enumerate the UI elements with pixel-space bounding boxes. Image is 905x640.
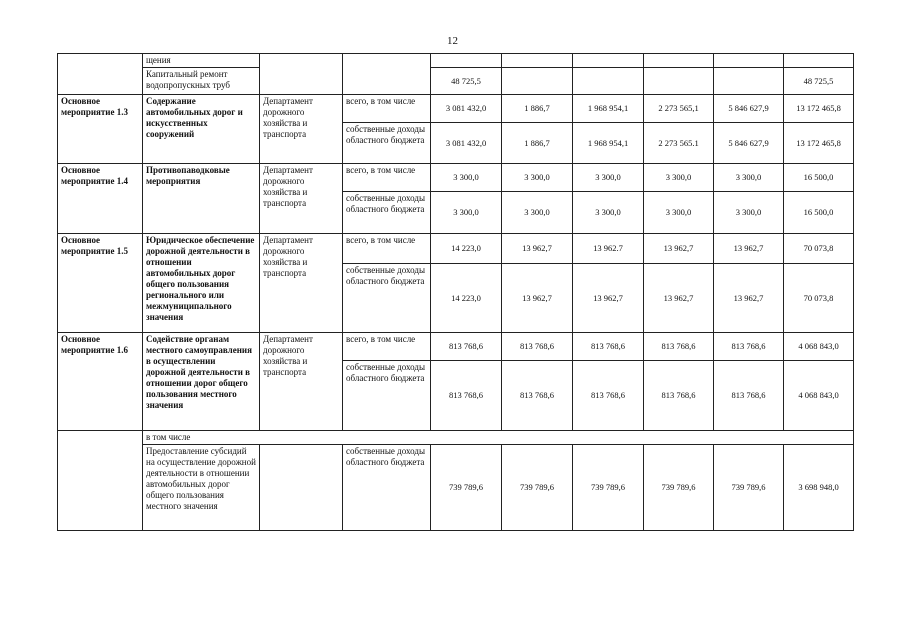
value-cell [502, 67, 573, 94]
table-row [58, 430, 854, 444]
table-cell [58, 54, 143, 95]
measure-name: Содержание автомобильных дорог и искусственных сооружений [143, 94, 260, 163]
value-cell: 813 768,6 [714, 360, 784, 430]
value-cell: 2 273 565,1 [644, 94, 714, 122]
table-row [58, 332, 854, 360]
value-cell: 13 962.7 [573, 233, 644, 263]
measure-executor: Департамент дорожного хозяйства и транспорта [260, 163, 343, 233]
funding-source: собственные доходы областного бюджета [343, 191, 431, 233]
value-cell: 1 968 954,1 [573, 122, 644, 163]
continuation-text: щения [143, 54, 260, 68]
funding-source: собственные доходы областного бюджета [343, 263, 431, 332]
measure-code: Основное мероприятие 1.5 [58, 233, 143, 332]
value-cell: 813 768,6 [644, 332, 714, 360]
budget-table [57, 53, 854, 531]
value-cell: 739 789,6 [573, 444, 644, 530]
table-cell [784, 54, 854, 68]
measure-code: Основное мероприятие 1.6 [58, 332, 143, 430]
measure-code: Основное мероприятие 1.3 [58, 94, 143, 163]
value-cell: 813 768,6 [573, 360, 644, 430]
value-cell: 813 768,6 [431, 360, 502, 430]
value-cell [644, 67, 714, 94]
measure-executor: Департамент дорожного хозяйства и транспорта [260, 332, 343, 430]
value-cell: 16 500,0 [784, 163, 854, 191]
value-cell: 13 962,7 [502, 263, 573, 332]
value-cell: 13 962,7 [502, 233, 573, 263]
value-cell: 13 172 465,8 [784, 94, 854, 122]
value-cell: 813 768,6 [714, 332, 784, 360]
measure-executor: Департамент дорожного хозяйства и транспорта [260, 94, 343, 163]
table-row [58, 444, 854, 530]
table-cell [431, 54, 502, 68]
table-cell [502, 54, 573, 68]
funding-source: всего, в том числе [343, 163, 431, 191]
value-cell: 48 725,5 [431, 67, 502, 94]
value-cell: 48 725,5 [784, 67, 854, 94]
value-cell: 3 300,0 [714, 191, 784, 233]
value-cell: 739 789,6 [502, 444, 573, 530]
value-cell: 3 300,0 [573, 163, 644, 191]
table-row [58, 67, 854, 94]
capital-repair-label: Капитальный ремонт водопропускных труб [143, 67, 260, 94]
value-cell: 739 789,6 [644, 444, 714, 530]
value-cell: 14 223,0 [431, 263, 502, 332]
measure-executor: Департамент дорожного хозяйства и транспорта [260, 233, 343, 332]
value-cell: 739 789,6 [431, 444, 502, 530]
value-cell [714, 67, 784, 94]
value-cell: 3 300,0 [644, 191, 714, 233]
value-cell: 5 846 627,9 [714, 94, 784, 122]
value-cell: 13 962,7 [714, 233, 784, 263]
table-row [58, 163, 854, 191]
value-cell: 13 962,7 [573, 263, 644, 332]
value-cell: 3 300,0 [573, 191, 644, 233]
funding-source: всего, в том числе [343, 332, 431, 360]
table-cell [573, 54, 644, 68]
table-row [58, 94, 854, 122]
value-cell: 813 768,6 [502, 360, 573, 430]
subsection-item-name: Предоставление субсидий на осуществление дорожной деятельности в отношении автомобильных дорог общего пользования местного значения [143, 444, 260, 530]
subsection-label: в том числе [143, 430, 854, 444]
measure-name: Содействие органам местного самоуправления в осуществлении дорожной деятельности в отношении дорог общего пользования местного значения [143, 332, 260, 430]
table-cell [714, 54, 784, 68]
value-cell: 16 500,0 [784, 191, 854, 233]
value-cell: 813 768,6 [431, 332, 502, 360]
table-cell [343, 54, 431, 95]
value-cell: 13 962,7 [644, 263, 714, 332]
table-cell [644, 54, 714, 68]
measure-name: Юридическое обеспечение дорожной деятельности в отношении автомобильных дорог общего пользования регионального или межмуниципального значения [143, 233, 260, 332]
value-cell: 70 073,8 [784, 263, 854, 332]
value-cell [573, 67, 644, 94]
table-row [58, 54, 854, 68]
value-cell: 3 300,0 [644, 163, 714, 191]
value-cell: 1 886,7 [502, 122, 573, 163]
funding-source: собственные доходы областного бюджета [343, 444, 431, 530]
value-cell: 70 073,8 [784, 233, 854, 263]
value-cell: 5 846 627,9 [714, 122, 784, 163]
value-cell: 813 768,6 [644, 360, 714, 430]
funding-source: собственные доходы областного бюджета [343, 360, 431, 430]
value-cell: 3 300,0 [431, 191, 502, 233]
value-cell: 13 962,7 [714, 263, 784, 332]
value-cell: 14 223,0 [431, 233, 502, 263]
table-row [58, 233, 854, 263]
value-cell: 3 081 432,0 [431, 122, 502, 163]
value-cell: 813 768,6 [502, 332, 573, 360]
value-cell: 3 300,0 [431, 163, 502, 191]
measure-name: Противопаводковые мероприятия [143, 163, 260, 233]
table-cell [260, 444, 343, 530]
value-cell: 3 081 432,0 [431, 94, 502, 122]
value-cell: 1 886,7 [502, 94, 573, 122]
measure-code: Основное мероприятие 1.4 [58, 163, 143, 233]
value-cell: 4 068 843,0 [784, 332, 854, 360]
table-cell [260, 54, 343, 95]
page-number: 12 [447, 35, 458, 47]
value-cell: 1 968 954,1 [573, 94, 644, 122]
value-cell: 2 273 565.1 [644, 122, 714, 163]
value-cell: 739 789,6 [714, 444, 784, 530]
value-cell: 3 300,0 [502, 163, 573, 191]
funding-source: всего, в том числе [343, 233, 431, 263]
value-cell: 3 300,0 [502, 191, 573, 233]
value-cell: 13 962,7 [644, 233, 714, 263]
value-cell: 4 068 843,0 [784, 360, 854, 430]
funding-source: собственные доходы областного бюджета [343, 122, 431, 163]
value-cell: 3 300,0 [714, 163, 784, 191]
table-cell [58, 430, 143, 530]
value-cell: 813 768,6 [573, 332, 644, 360]
value-cell: 3 698 948,0 [784, 444, 854, 530]
funding-source: всего, в том числе [343, 94, 431, 122]
value-cell: 13 172 465,8 [784, 122, 854, 163]
